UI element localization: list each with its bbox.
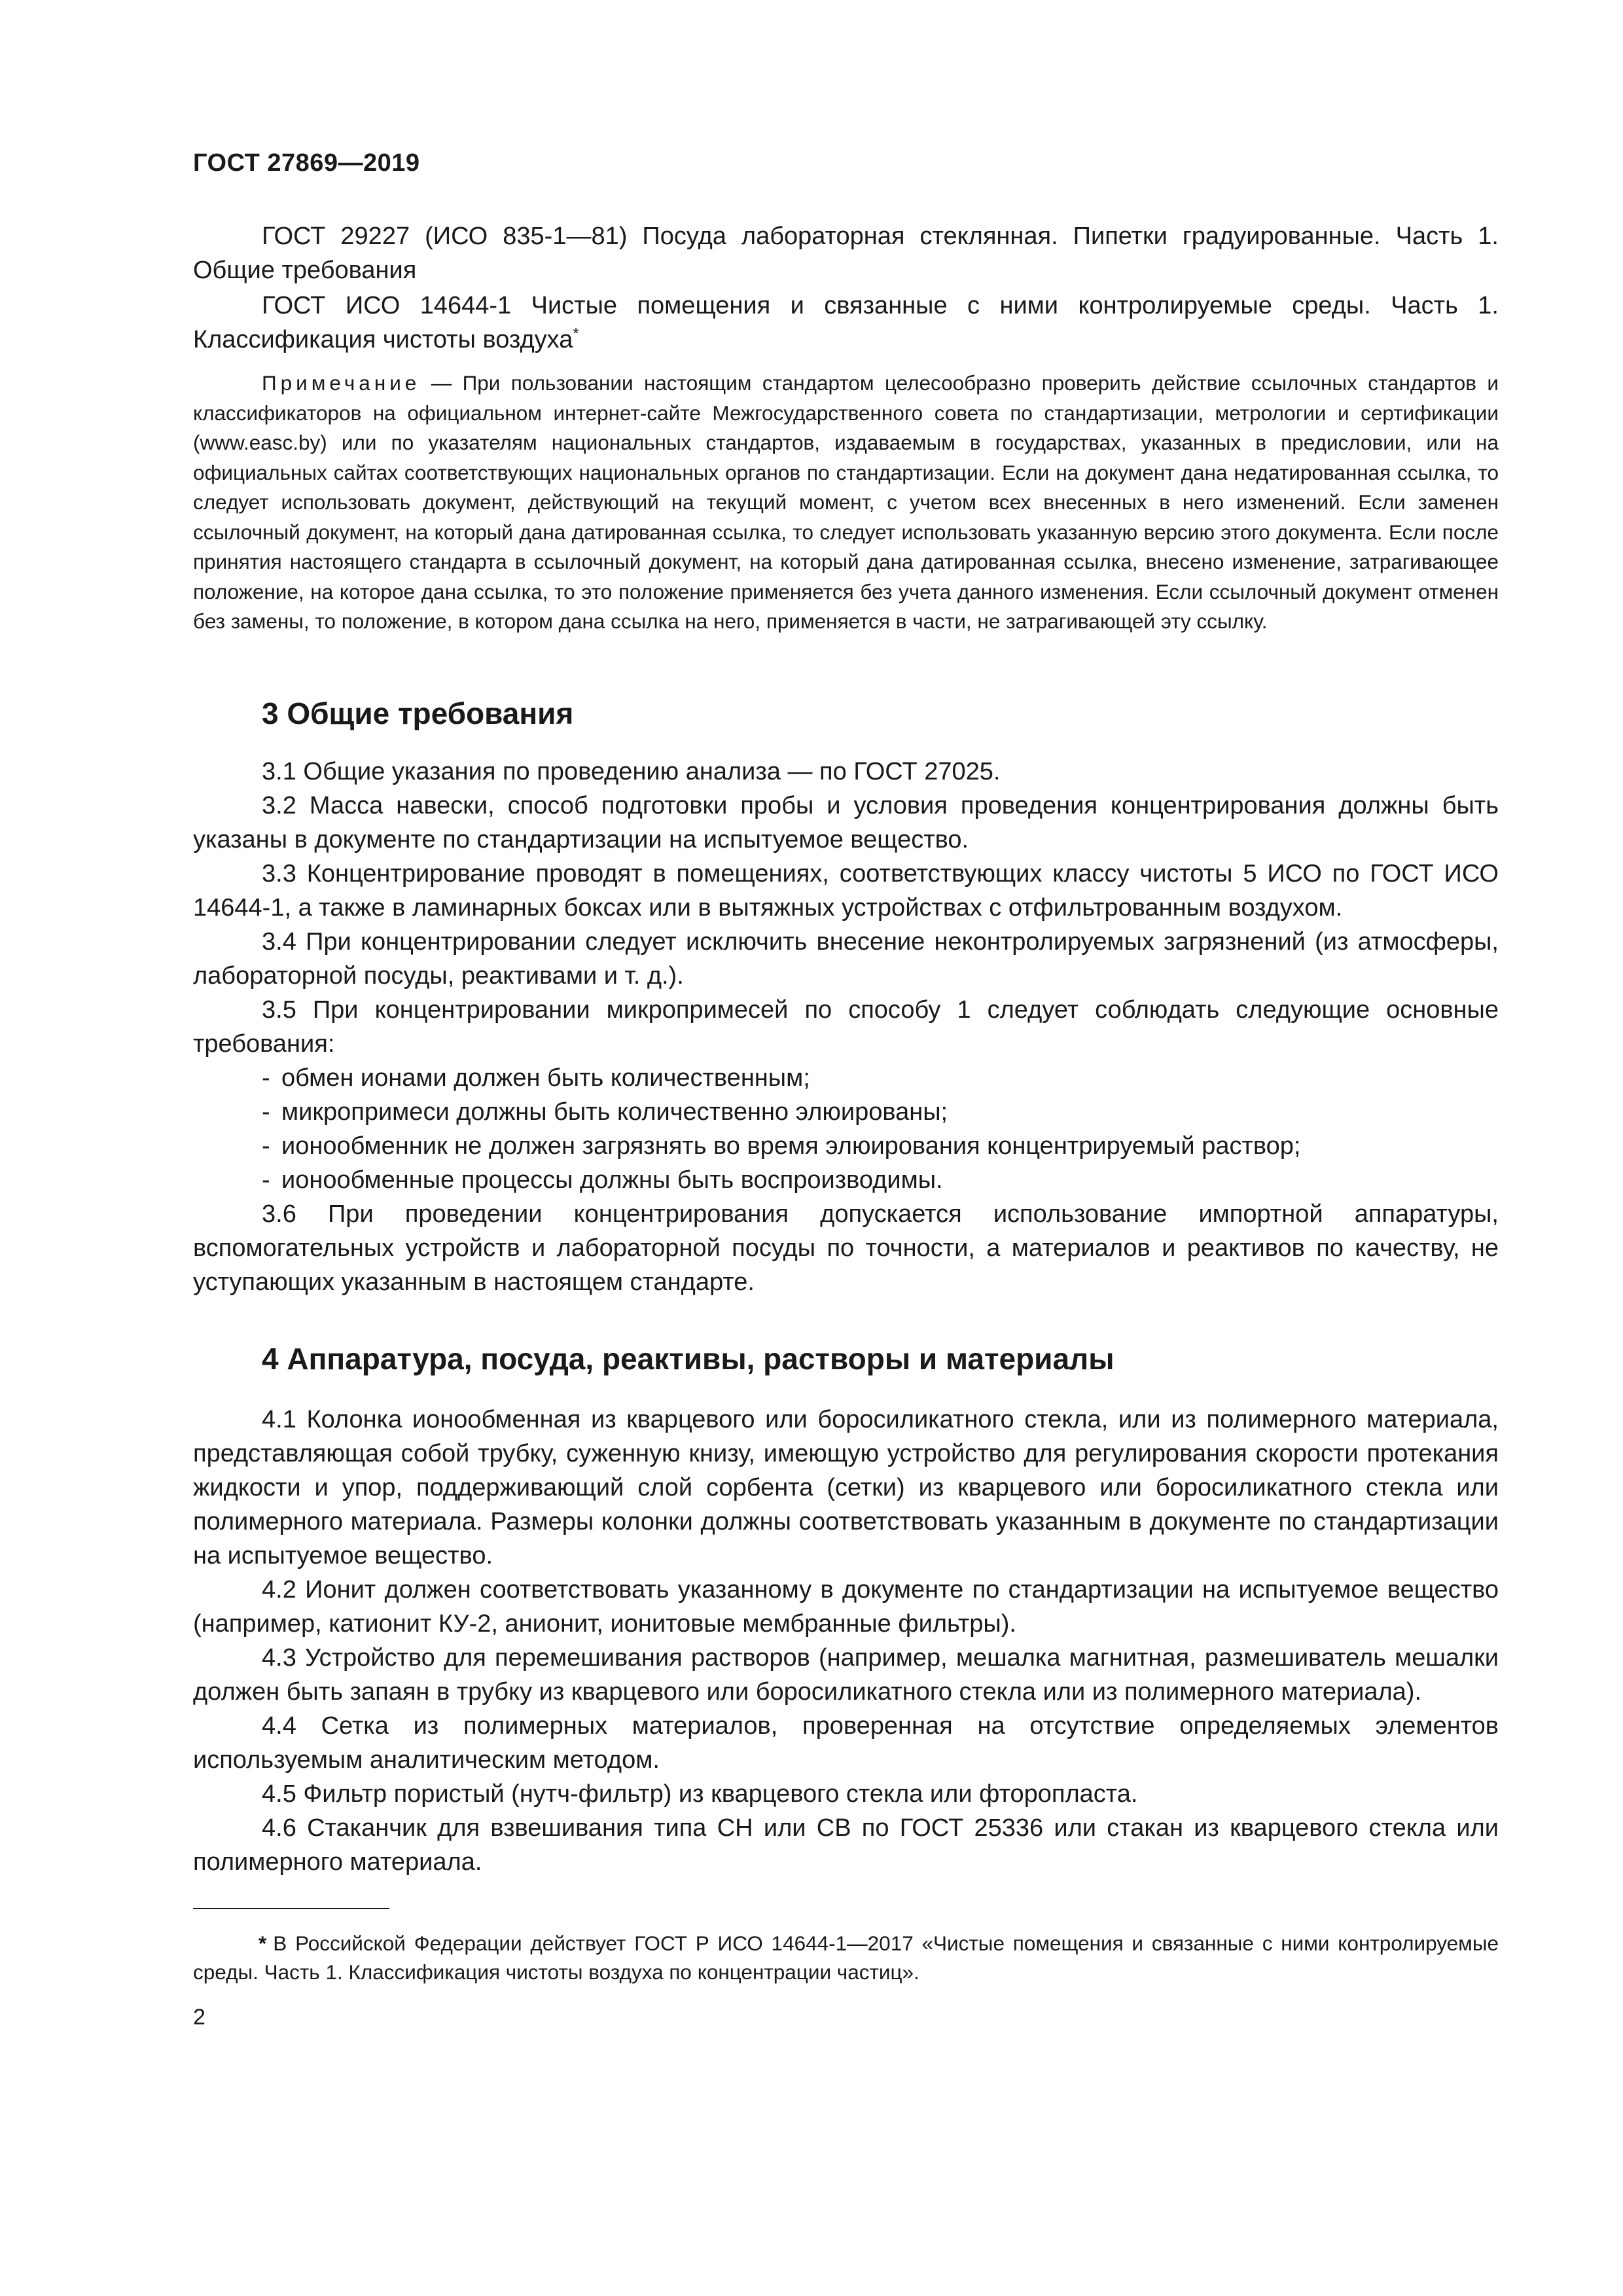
requirements-list: [193, 1061, 1499, 1197]
section-3-title: 3 Общие требования: [262, 696, 574, 730]
section-4-title: 4 Аппаратура, посуда, реактивы, растворы и материалы: [262, 1341, 1115, 1376]
note-paragraph: [193, 368, 1499, 637]
list-item: - ионообменник не должен загрязнять во время элюирования концентрируемый раствор;: [262, 1132, 1301, 1160]
clause-4-2: 4.2 Ионит должен соответствовать указанному в документе по стандартизации на испытуемое вещество (например, катионит КУ-2, анионит, ионитовые мембранные фильтры).: [193, 1575, 1499, 1638]
clause-3-4: 3.4 При концентрировании следует исключить внесение неконтролируемых загрязнений (из атмосферы, лабораторной посуды, реактивами и т. д.).: [193, 927, 1499, 990]
clause-3-5: 3.5 При концентрировании микропримесей по способу 1 следует соблюдать следующие основные требования:: [193, 996, 1499, 1058]
clause-3-2: 3.2 Масса навески, способ подготовки пробы и условия проведения концентрирования должны быть указаны в документе по стандартизации на испытуемое вещество.: [193, 791, 1499, 853]
footnote-divider: [193, 1908, 389, 1909]
clause-4-3: 4.3 Устройство для перемешивания растворов (например, мешалка магнитная, размешиватель мешалки должен быть запаян в трубку из кварцевого или боросиликатного стекла или из полимерного материала).: [193, 1643, 1499, 1706]
clause-3-6: 3.6 При проведении концентрирования допускается использование импортной аппаратуры, вспомогательных устройств и лабораторной посуды по точности, а материалов и реактивов по качеству, не уступающих указанным в настоящем стандарте.: [193, 1200, 1499, 1296]
note-label: Примечание: [262, 371, 421, 395]
document-header: ГОСТ 27869—2019: [193, 149, 420, 177]
footnote-star: *: [259, 1931, 267, 1955]
list-item: - ионообменные процессы должны быть воспроизводимы.: [262, 1166, 943, 1194]
note-text: При пользовании настоящим стандартом целесообразно проверить действие ссылочных стандартов и классификаторов на официальном интернет-сайте Межгосударственного совета по стандартизации, метрологии и сертификации (www.easc.by) или по указателям национальных стандартов, издаваемым в государствах, указанных в предисловии, или на официальных сайтах соответствующих национальных органов по стандартизации. Если на документ дана недатированная ссылка, то следует использовать документ, действующий на текущий момент, с учетом всех внесенных в него изменений. Если заменен ссылочный документ, на который дана датированная ссылка, то следует использовать указанную версию этого документа. Если после принятия настоящего стандарта в ссылочный документ, на который дана датированная ссылка, внесено изменение, затрагивающее положение, на которое дана ссылка, то это положение применяется без учета данного изменения. Если ссылочный документ отменен без замены, то положение, в котором дана ссылка на него, применяется в части, не затрагивающей эту ссылку.: [193, 371, 1499, 633]
clause-3-3: 3.3 Концентрирование проводят в помещениях, соответствующих классу чистоты 5 ИСО по ГОСТ ИСО 14644-1, а также в ламинарных боксах или в вытяжных устройствах с отфильтрованным воздухом.: [193, 859, 1499, 922]
clause-4-4: 4.4 Сетка из полимерных материалов, проверенная на отсутствие определяемых элементов используемым аналитическим методом.: [193, 1712, 1499, 1774]
reference-gost-29227: ГОСТ 29227 (ИСО 835-1—81) Посуда лабораторная стеклянная. Пипетки градуированные. Часть 1. Общие требования: [193, 223, 1499, 284]
footnote-text: В Российской Федерации действует ГОСТ Р ИСО 14644-1—2017 «Чистые помещения и связанные с ними контролируемые среды. Часть 1. Классификация чистоты воздуха по концентрации частиц».: [193, 1931, 1499, 1984]
list-item: - микропримеси должны быть количественно элюированы;: [262, 1098, 948, 1126]
clause-3-1: 3.1 Общие указания по проведению анализа — по ГОСТ 27025.: [262, 757, 1001, 785]
list-item: - обмен ионами должен быть количественным;: [262, 1064, 810, 1092]
clause-4-1: 4.1 Колонка ионообменная из кварцевого или боросиликатного стекла, или из полимерного материала, представляющая собой трубку, суженную книзу, имеющую устройство для регулирования скорости протекания жидкости и упор, поддерживающий слой сорбента (сетки) из кварцевого или боросиликатного стекла или полимерного материала. Размеры колонки должны соответствовать указанным в документе по стандартизации на испытуемое вещество.: [193, 1405, 1499, 1570]
page-number: 2: [193, 2004, 205, 2030]
page-content: [193, 219, 1499, 2030]
footnote: [193, 1929, 1499, 1986]
reference-gost-iso-14644-1: ГОСТ ИСО 14644-1 Чистые помещения и связанные с ними контролируемые среды. Часть 1. Классификация чистоты воздуха*: [193, 292, 1499, 353]
footnote-marker: *: [573, 325, 579, 343]
clause-4-5: 4.5 Фильтр пористый (нутч-фильтр) из кварцевого стекла или фторопласта.: [262, 1780, 1138, 1808]
note-dash: —: [420, 371, 463, 395]
clause-4-6: 4.6 Стаканчик для взвешивания типа СН или СВ по ГОСТ 25336 или стакан из кварцевого стекла или полимерного материала.: [193, 1814, 1499, 1876]
